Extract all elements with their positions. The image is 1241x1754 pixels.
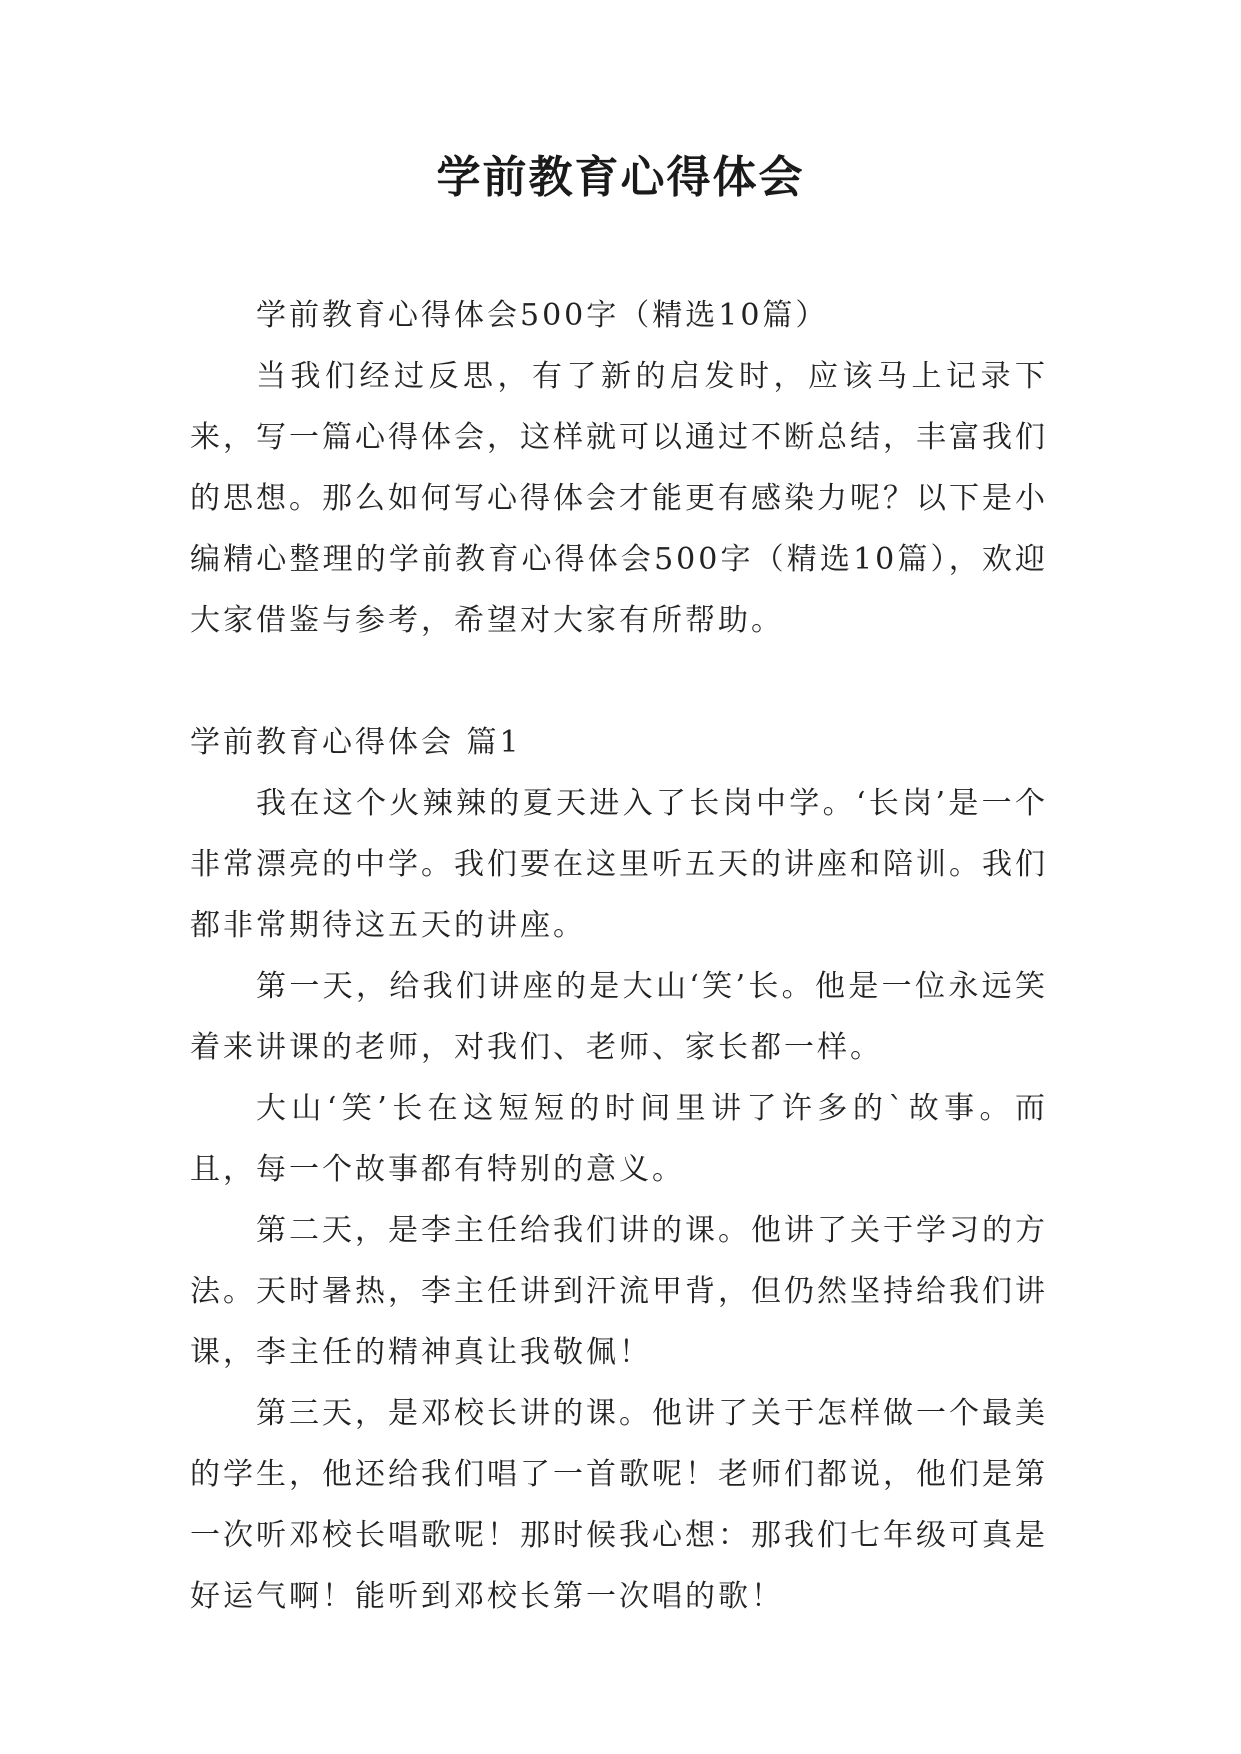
body-paragraph-4: 第二天，是李主任给我们讲的课。他讲了关于学习的方法。天时暑热，李主任讲到汗流甲背，但仍然坚持给我们讲课，李主任的精神真让我敬佩！ [190,1213,1048,1370]
intro-paragraph: 当我们经过反思，有了新的启发时，应该马上记录下来，写一篇心得体会，这样就可以通过不断总结，丰富我们的思想。那么如何写心得体会才能更有感染力呢？以下是小编精心整理的学前教育心得体会500字（精选10篇），欢迎大家借鉴与参考，希望对大家有所帮助。 [190,359,1048,638]
document-subtitle: 学前教育心得体会500字（精选10篇） [256,298,829,333]
body-paragraph-5: 第三天，是邓校长讲的课。他讲了关于怎样做一个最美的学生，他还给我们唱了一首歌呢！老师们都说，他们是第一次听邓校长唱歌呢！那时候我心想：那我们七年级可真是好运气啊！能听到邓校长第一次唱的歌！ [190,1396,1048,1614]
document-title: 学前教育心得体会 [436,152,805,203]
section-heading: 学前教育心得体会 篇1 [190,725,522,760]
body-paragraph-1: 我在这个火辣辣的夏天进入了长岗中学。‘长岗’是一个非常漂亮的中学。我们要在这里听五天的讲座和陪训。我们都非常期待这五天的讲座。 [190,786,1048,943]
document-body [190,285,1048,1627]
body-paragraph-2: 第一天，给我们讲座的是大山‘笑’长。他是一位永远笑着来讲课的老师，对我们、老师、家长都一样。 [190,969,1048,1065]
body-paragraph-3: 大山‘笑’长在这短短的时间里讲了许多的`故事。而且，每一个故事都有特别的意义。 [190,1091,1048,1187]
